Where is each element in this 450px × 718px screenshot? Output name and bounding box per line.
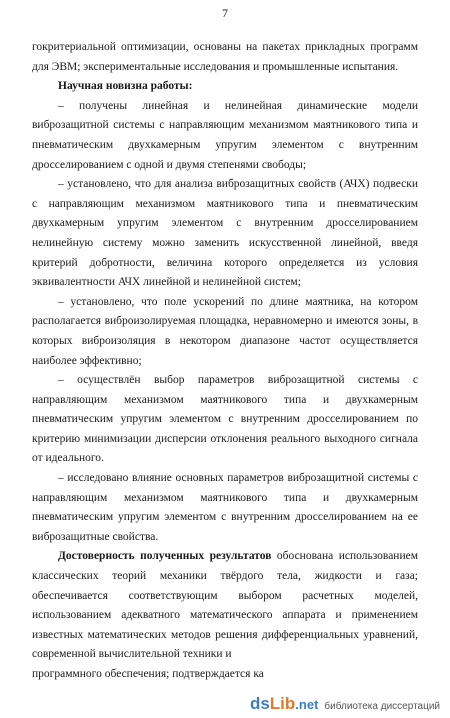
novelty-item-5: – исследовано влияние основных параметров виброзащитной системы с направляющим механизмом маятникового типа и двухкамерным пневматическим упругим элементом с внутренним дросселированием на ее виброзащитные свойства. xyxy=(32,472,418,543)
paragraph-reliability xyxy=(32,547,418,665)
reliability-text: обоснована использованием классических теорий механики твёрдого тела, жидкости и газа; обеспечивается соответствующим выбором расчетных моделей, использованием адекватного математического аппарата и применением известных математических методов решения дифференциальных уравнений, современной вычислительной техники и xyxy=(32,550,418,661)
logo-ds: ds xyxy=(249,694,270,713)
logo-lib: Lib xyxy=(269,694,296,713)
novelty-item-4: – осуществлён выбор параметров виброзащитной системы с направляющим механизмом маятникового типа и двухкамерным пневматическим упругим элементом с внутренним дросселированием по критерию минимизации дисперсии отклонения реального выходного сигнала от идеального. xyxy=(32,374,418,465)
dslib-logo xyxy=(250,694,318,714)
dslib-watermark xyxy=(250,694,440,714)
document-body xyxy=(32,38,418,685)
novelty-item-3: – установлено, что поле ускорений по длине маятника, на котором располагается виброизолируемая площадка, неравномерно и имеются зоны, в которых виброизоляция в некотором диапазоне частот осуществляется наиболее эффективно; xyxy=(32,295,418,367)
novelty-item-1: – получены линейная и нелинейная динамические модели виброзащитной системы с направляющим механизмом маятникового типа и пневматическим двухкамерным упругим элементом с внутренним дросселированием с одной и двумя степенями свободы; xyxy=(32,99,418,171)
watermark-subtitle: библиотека диссертаций xyxy=(324,701,440,712)
reliability-lead: Достоверность полученных результатов xyxy=(58,550,272,563)
section-heading-novelty: Научная новизна работы: xyxy=(58,80,193,93)
logo-net: .net xyxy=(295,697,319,712)
novelty-item-2: – установлено, что для анализа виброзащитных свойств (АЧХ) подвески с направляющим механизмом маятникового типа и пневматическим двухкамерным упругим элементом с внутренним дросселированием нелинейную систему можно заменить искусственной линейной, введя критерий добротности, величина которого определяется из условия эквивалентности АЧХ линейной и нелинейной систем; xyxy=(32,178,418,289)
paragraph-last-line: программного обеспечения; подтверждается ка xyxy=(32,668,264,680)
page-number: 7 xyxy=(222,6,228,20)
paragraph-intro-continued: гокритериальной оптимизации, основаны на пакетах прикладных программ для ЭВМ; экспериментальные исследования и промышленные испытания. xyxy=(32,41,418,73)
